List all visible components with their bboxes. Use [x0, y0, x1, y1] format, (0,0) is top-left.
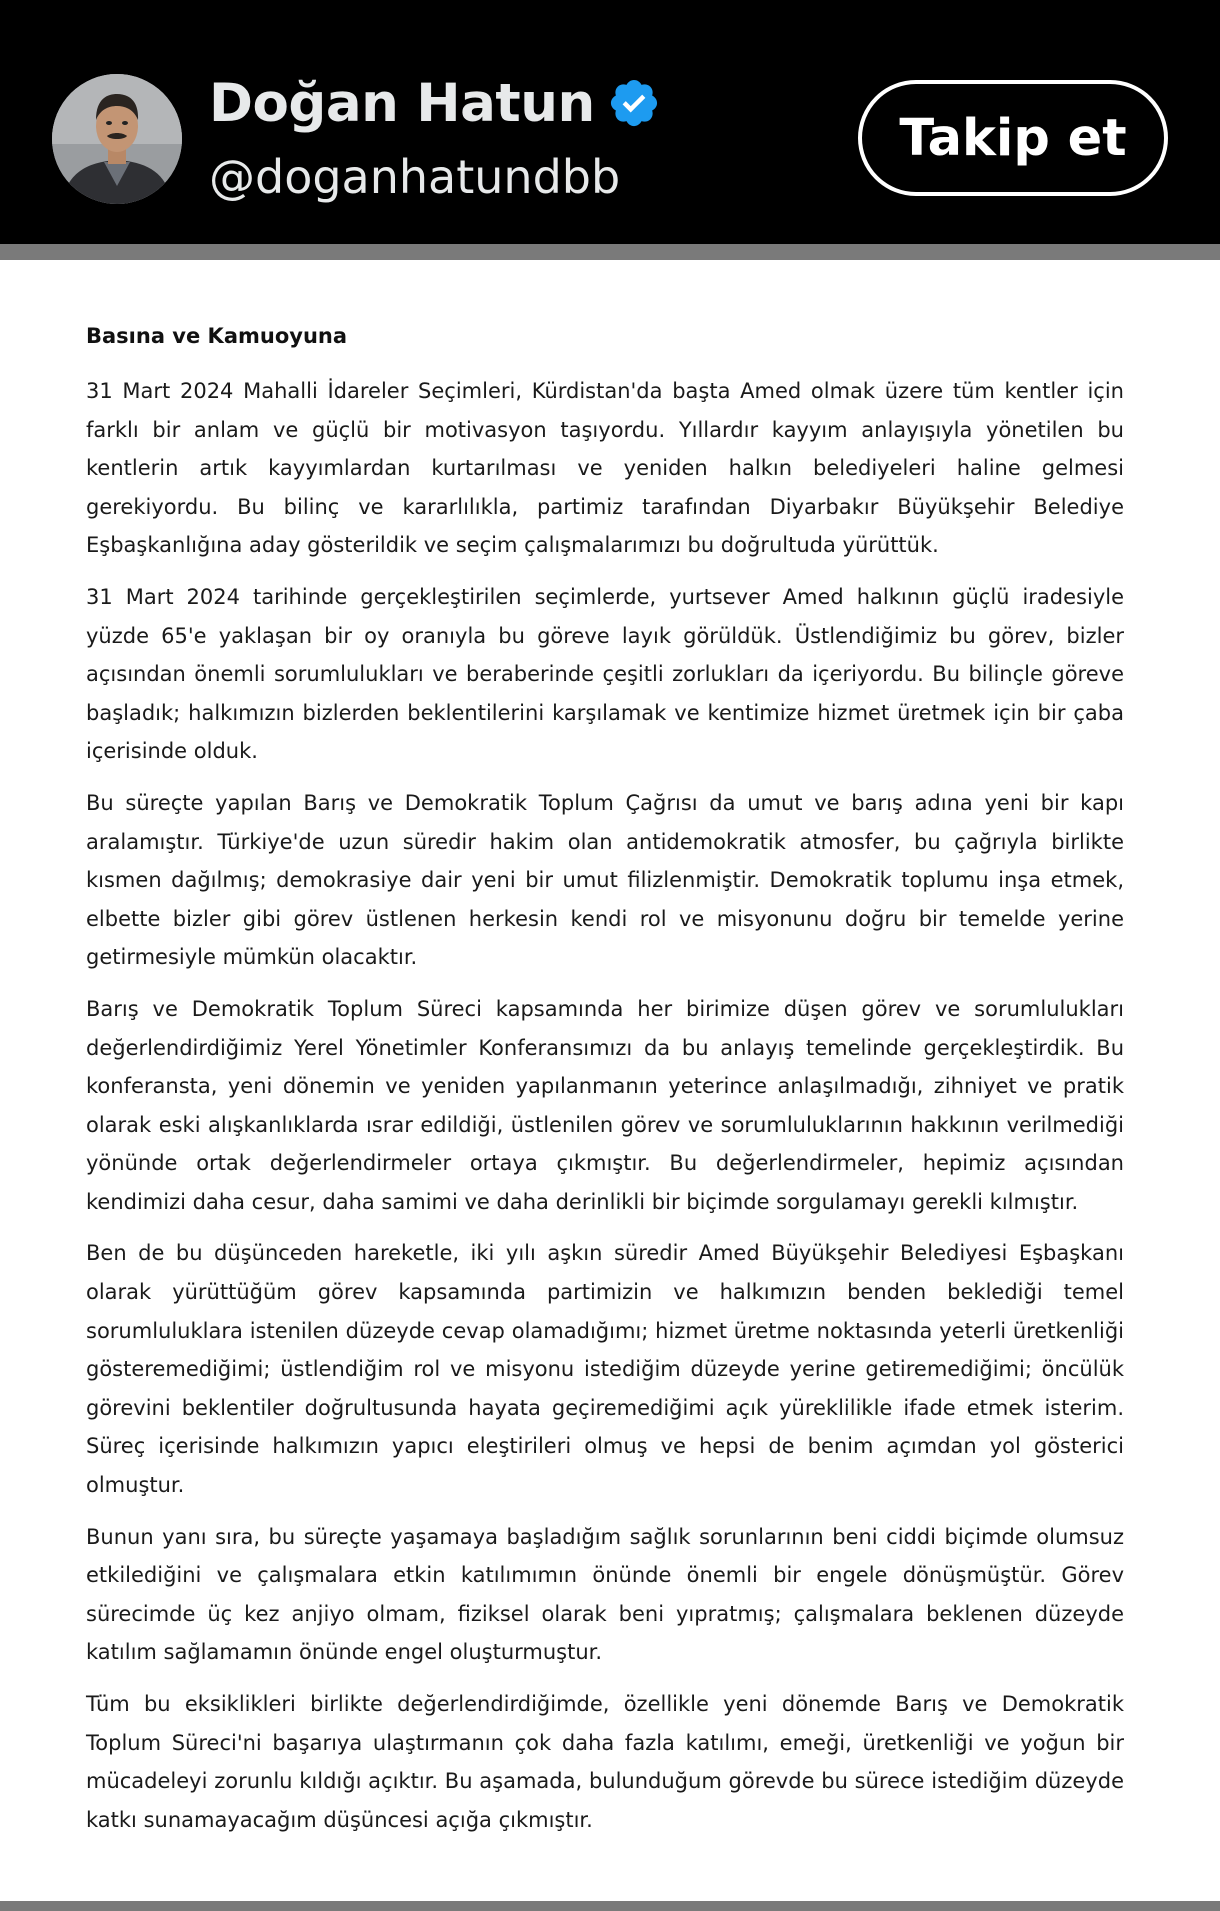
paragraph-4: Barış ve Demokratik Toplum Süreci kapsamında her birimize düşen görev ve sorumlulukları değerlendirdiğimiz Yerel Yönetimler Konferansımızı da bu anlayış temelinde gerçekleştirdik. Bu konferansta, yeni dönemin ve yeniden yapılanmanın yeterince anlaşılmadığı, zihniyet ve pratik olarak eski alışkanlıklarda ısrar edildiği, üstlenilen görev ve sorumluluklarının hakkının verilmediği yönünde ortak değerlendirmeler ortaya çıkmıştır. Bu değerlendirmeler, hepimiz açısından kendimizi daha cesur, daha samimi ve daha derinlikli bir biçimde sorgulamayı gerekli kılmıştır.	[86, 996, 1124, 1214]
paragraph-6: Bunun yanı sıra, bu süreçte yaşamaya başladığım sağlık sorunlarının beni ciddi biçimde olumsuz etkilediğini ve çalışmalara etkin katılımımın önünde önemli bir engele dönüşmüştür. Görev sürecimde üç kez anjiyo olmam, fiziksel olarak beni yıpratmış; çalışmalara beklenen düzeyde katılım sağlamamın önünde engel oluşturmuştur.	[86, 1524, 1124, 1665]
follow-button[interactable]: Takip et	[858, 80, 1168, 196]
paragraph-7: Tüm bu eksiklikleri birlikte değerlendirdiğimde, özellikle yeni dönemde Barış ve Demokratik Toplum Süreci'ni başarıya ulaştırmanın çok daha fazla katılımı, emeği, üretkenliği ve yoğun bir mücadeleyi zorunlu kıldığı açıktır. Bu aşamada, bulunduğum görevde bu sürece istediğim düzeyde katkı sunamayacağım düşüncesi açığa çıkmıştır.	[86, 1692, 1124, 1832]
statement-document	[0, 260, 1220, 1901]
document-title: Basına ve Kamuoyuna	[86, 324, 348, 348]
paragraph-2: 31 Mart 2024 tarihinde gerçekleştirilen seçimlerde, yurtsever Amed halkının güçlü iradesiyle yüzde 65'e yaklaşan bir oy oranıyla bu göreve layık görüldük. Üstlendiğimiz bu görev, bizler açısından önemli sorumlulukları ve beraberinde çeşitli zorlukları da içeriyordu. Bu bilinçle göreve başladık; halkımızın bizlerden beklentilerini karşılamak ve kentimize hizmet üretmek için bir çaba içerisinde olduk.	[86, 584, 1124, 764]
image-border-bottom	[0, 1901, 1220, 1911]
verified-badge-icon	[607, 76, 661, 130]
paragraph-1: 31 Mart 2024 Mahalli İdareler Seçimleri, Kürdistan'da başta Amed olmak üzere tüm kentler için farklı bir anlam ve güçlü bir motivasyon taşıyordu. Yıllardır kayyım anlayışıyla yönetilen bu kentlerin artık kayyımlardan kurtarılması ve yeniden halkın belediyeleri haline gelmesi gerekiyordu. Bu bilinç ve kararlılıkla, partimiz tarafından Diyarbakır Büyükşehir Belediye Eşbaşkanlığına aday gösterildik ve seçim çalışmalarımızı bu doğrultuda yürüttük.	[86, 379, 1124, 558]
paragraph-3: Bu süreçte yapılan Barış ve Demokratik Toplum Çağrısı da umut ve barış adına yeni bir kapı aralamıştır. Türkiye'de uzun süredir hakim olan antidemokratik atmosfer, bu çağrıyla birlikte kısmen dağılmış; demokrasiye dair yeni bir umut filizlenmiştir. Demokratik toplumu inşa etmek, elbette bizler gibi görev üstlenen herkesin kendi rol ve misyonunu doğru bir temelde yerine getirmesiyle mümkün olacaktır.	[86, 790, 1124, 970]
avatar-photo-icon	[52, 74, 182, 204]
document-body	[86, 372, 1124, 1852]
paragraph-5: Ben de bu düşünceden hareketle, iki yılı aşkın süredir Amed Büyükşehir Belediyesi Eşbaşkanı olarak yürüttüğüm görev kapsamında partimizin ve halkımızın benden beklediği temel sorumluluklara istenilen düzeyde cevap olamadığımı; hizmet üretme noktasında yeterli üretkenliği gösteremediğimi; üstlendiğim rol ve misyonu istediğim düzeyde yerine getiremediğimi; öncülük görevini beklentiler doğrultusunda hayata geçiremediğimi açık yüreklilikle ifade etmek isterim. Süreç içerisinde halkımızın yapıcı eleştirileri olmuş ve hepsi de benim açımdan yol gösterici olmuştur.	[86, 1241, 1124, 1498]
profile-header	[0, 0, 1220, 244]
display-name[interactable]: Doğan Hatun	[209, 72, 595, 134]
display-name-row	[209, 68, 661, 138]
avatar[interactable]	[52, 74, 182, 204]
user-handle[interactable]: @doganhatundbb	[209, 150, 621, 204]
image-border-top	[0, 244, 1220, 260]
